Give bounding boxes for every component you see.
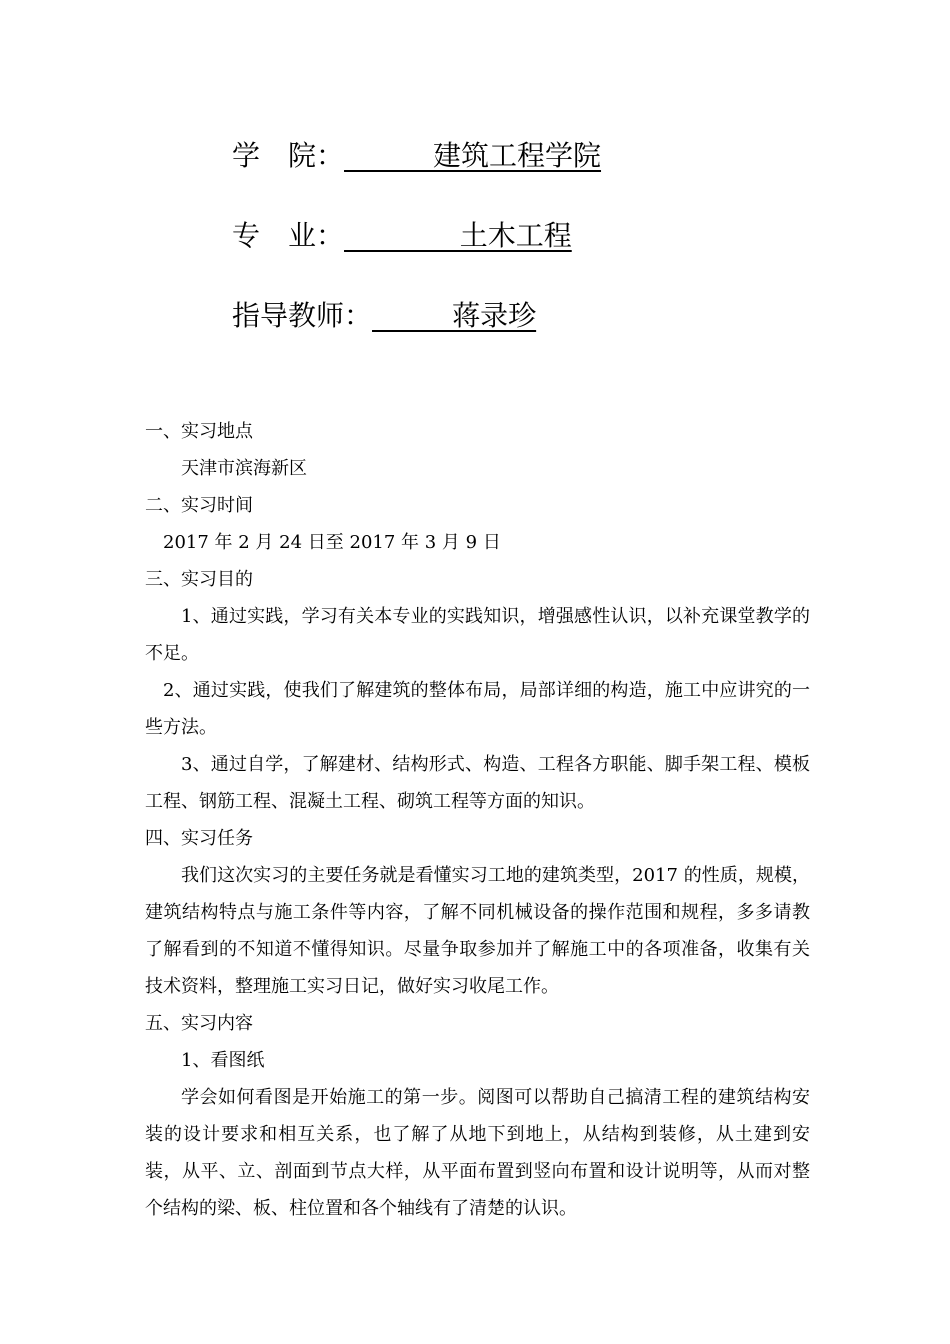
college-value: 建筑工程学院 xyxy=(344,139,602,172)
location-text: 天津市滨海新区 xyxy=(181,458,307,479)
cover-major-line xyxy=(232,218,572,254)
major-value: 土木工程 xyxy=(344,219,572,252)
report-body xyxy=(145,413,810,1227)
advisor-label: 指导教师： xyxy=(232,299,373,332)
college-label: 学 院： xyxy=(232,139,345,172)
purpose-item-2: 2、通过实践，使我们了解建筑的整体布局，局部详细的构造，施工中应讲究的一些方法。 xyxy=(145,680,810,738)
purpose-item-1: 1、通过实践，学习有关本专业的实践知识，增强感性认识，以补充课堂教学的不足。 xyxy=(145,606,810,664)
purpose-heading: 三、实习目的 xyxy=(145,569,253,590)
advisor-value: 蒋录珍 xyxy=(372,299,537,332)
time-text: 2017 年 2 月 24 日至 2017 年 3 月 9 日 xyxy=(163,532,501,553)
cover-advisor-line xyxy=(232,298,536,334)
content-heading: 五、实习内容 xyxy=(145,1013,253,1034)
content-text-1: 学会如何看图是开始施工的第一步。阅图可以帮助自己搞清工程的建筑结构安装的设计要求和相互关系，也了解了从地下到地上，从结构到装修，从土建到安装，从平、立、剖面到节点大样，从平面布置到竖向布置和设计说明等，从而对整个结构的梁、板、柱位置和各个轴线有了清楚的认识。 xyxy=(145,1087,810,1219)
cover-college-line xyxy=(232,138,601,174)
content-subheading-1: 1、看图纸 xyxy=(181,1050,265,1071)
location-heading: 一、实习地点 xyxy=(145,421,253,442)
task-text: 我们这次实习的主要任务就是看懂实习工地的建筑类型，2017 的性质，规模，建筑结构特点与施工条件等内容，了解不同机械设备的操作范围和规程，多多请教了解看到的不知道不懂得知识。尽量争取参加并了解施工中的各项准备，收集有关技术资料，整理施工实习日记，做好实习收尾工作。 xyxy=(145,865,810,997)
task-heading: 四、实习任务 xyxy=(145,828,253,849)
time-heading: 二、实习时间 xyxy=(145,495,253,516)
purpose-item-3: 3、通过自学，了解建材、结构形式、构造、工程各方职能、脚手架工程、模板工程、钢筋工程、混凝土工程、砌筑工程等方面的知识。 xyxy=(145,754,810,812)
major-label: 专 业： xyxy=(232,219,345,252)
